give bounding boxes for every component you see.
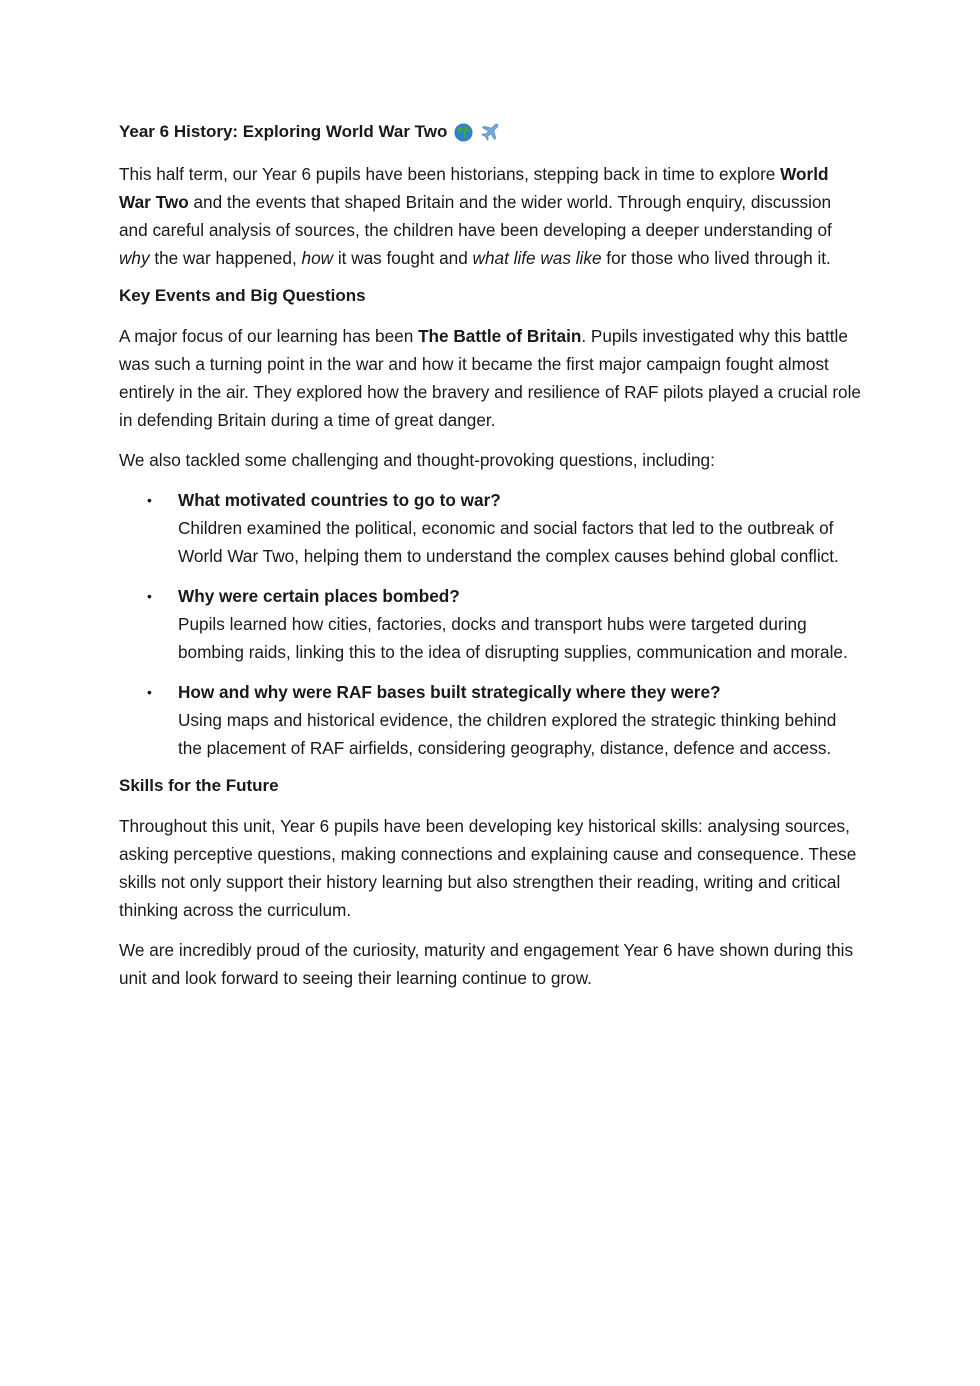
airplane-icon — [480, 122, 500, 142]
intro-italic-life: what life was like — [472, 248, 602, 268]
document-title: Year 6 History: Exploring World War Two — [119, 122, 448, 141]
intro-text: for those who lived through it. — [601, 248, 831, 268]
question-answer: Using maps and historical evidence, the children explored the strategic thinking behind the placement of RAF airfields, considering geography, distance, defence and access. — [178, 710, 837, 758]
question-answer: Pupils learned how cities, factories, docks and transport hubs were targeted during bombing raids, linking this to the idea of disrupting supplies, communication and morale. — [178, 614, 848, 662]
intro-paragraph — [119, 160, 864, 272]
question-answer: Children examined the political, economic and social factors that led to the outbreak of World War Two, helping them to understand the complex causes behind global conflict. — [178, 518, 839, 566]
skills-paragraph: Throughout this unit, Year 6 pupils have been developing key historical skills: analysing sources, asking perceptive questions, making connections and explaining cause and consequence. These skills not only support their history learning but also strengthen their reading, writing and critical thinking across the curriculum. — [119, 816, 857, 920]
section-heading-key-events: Key Events and Big Questions — [119, 286, 366, 305]
intro-text: This half term, our Year 6 pupils have been historians, stepping back in time to explore — [119, 164, 781, 184]
intro-text: it was fought and — [333, 248, 473, 268]
battle-of-britain-paragraph — [119, 322, 864, 434]
document-page — [119, 120, 864, 1004]
intro-bold-ww2: World War Two — [119, 164, 829, 212]
list-item — [119, 486, 864, 570]
intro-italic-why: why — [119, 248, 150, 268]
intro-italic-how: how — [301, 248, 334, 268]
question-heading: Why were certain places bombed? — [178, 586, 460, 606]
paragraph-text: . Pupils investigated why this battle was such a turning point in the war and how it became the first major campaign fought almost entirely in the air. They explored how the bravery and resilience of RAF pilots played a crucial role in defending Britain during a time of great danger. — [119, 326, 861, 430]
section-heading-skills: Skills for the Future — [119, 776, 279, 795]
questions-list — [119, 486, 864, 762]
intro-text: and the events that shaped Britain and the wider world. Through enquiry, discussion and careful analysis of sources, the children have been developing a deeper understanding of — [119, 192, 832, 240]
bullet: • — [147, 684, 152, 700]
intro-text: the war happened, — [149, 248, 302, 268]
bold-battle-of-britain: The Battle of Britain — [418, 326, 582, 346]
closing-paragraph: We are incredibly proud of the curiosity, maturity and engagement Year 6 have shown during this unit and look forward to seeing their learning continue to grow. — [119, 940, 854, 988]
document-title-row — [119, 120, 864, 144]
globe-icon — [454, 123, 473, 142]
question-heading: How and why were RAF bases built strategically where they were? — [178, 682, 721, 702]
questions-intro-paragraph: We also tackled some challenging and thought-provoking questions, including: — [119, 450, 715, 470]
paragraph-text: A major focus of our learning has been — [119, 326, 419, 346]
bullet: • — [147, 492, 152, 508]
list-item — [119, 678, 864, 762]
title-icons — [454, 122, 500, 142]
list-item — [119, 582, 864, 666]
bullet: • — [147, 588, 152, 604]
question-heading: What motivated countries to go to war? — [178, 490, 501, 510]
